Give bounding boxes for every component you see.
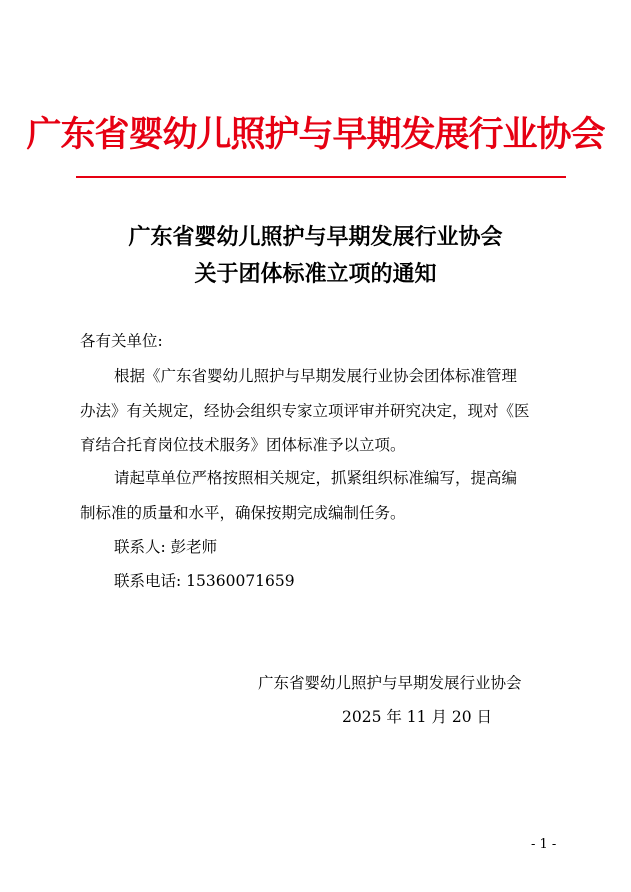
notice-title-line-2: 关于团体标准立项的通知 — [194, 261, 437, 287]
letterhead-title: 广东省婴幼儿照护与早期发展行业协会 — [26, 114, 605, 155]
page-number: - 1 - — [531, 837, 557, 852]
paragraph-1-line-3: 育结合托育岗位技术服务》团体标准予以立项。 — [80, 436, 406, 454]
signature-date: 2025 年 11 月 20 日 — [342, 708, 493, 726]
signature-organization: 广东省婴幼儿照护与早期发展行业协会 — [258, 674, 522, 692]
letterhead-red-rule — [76, 176, 566, 178]
paragraph-1-line-1: 根据《广东省婴幼儿照护与早期发展行业协会团体标准管理 — [114, 367, 518, 385]
paragraph-1-line-2: 办法》有关规定，经协会组织专家立项评审并研究决定，现对《医 — [80, 402, 530, 420]
salutation: 各有关单位: — [80, 332, 163, 350]
paragraph-2-line-2: 制标准的质量和水平，确保按期完成编制任务。 — [80, 504, 406, 522]
contact-phone: 联系电话: 15360071659 — [114, 572, 295, 590]
paragraph-2-line-1: 请起草单位严格按照相关规定，抓紧组织标准编写，提高编 — [114, 469, 518, 487]
contact-person: 联系人: 彭老师 — [114, 538, 218, 556]
notice-title-line-1: 广东省婴幼儿照护与早期发展行业协会 — [128, 224, 503, 250]
